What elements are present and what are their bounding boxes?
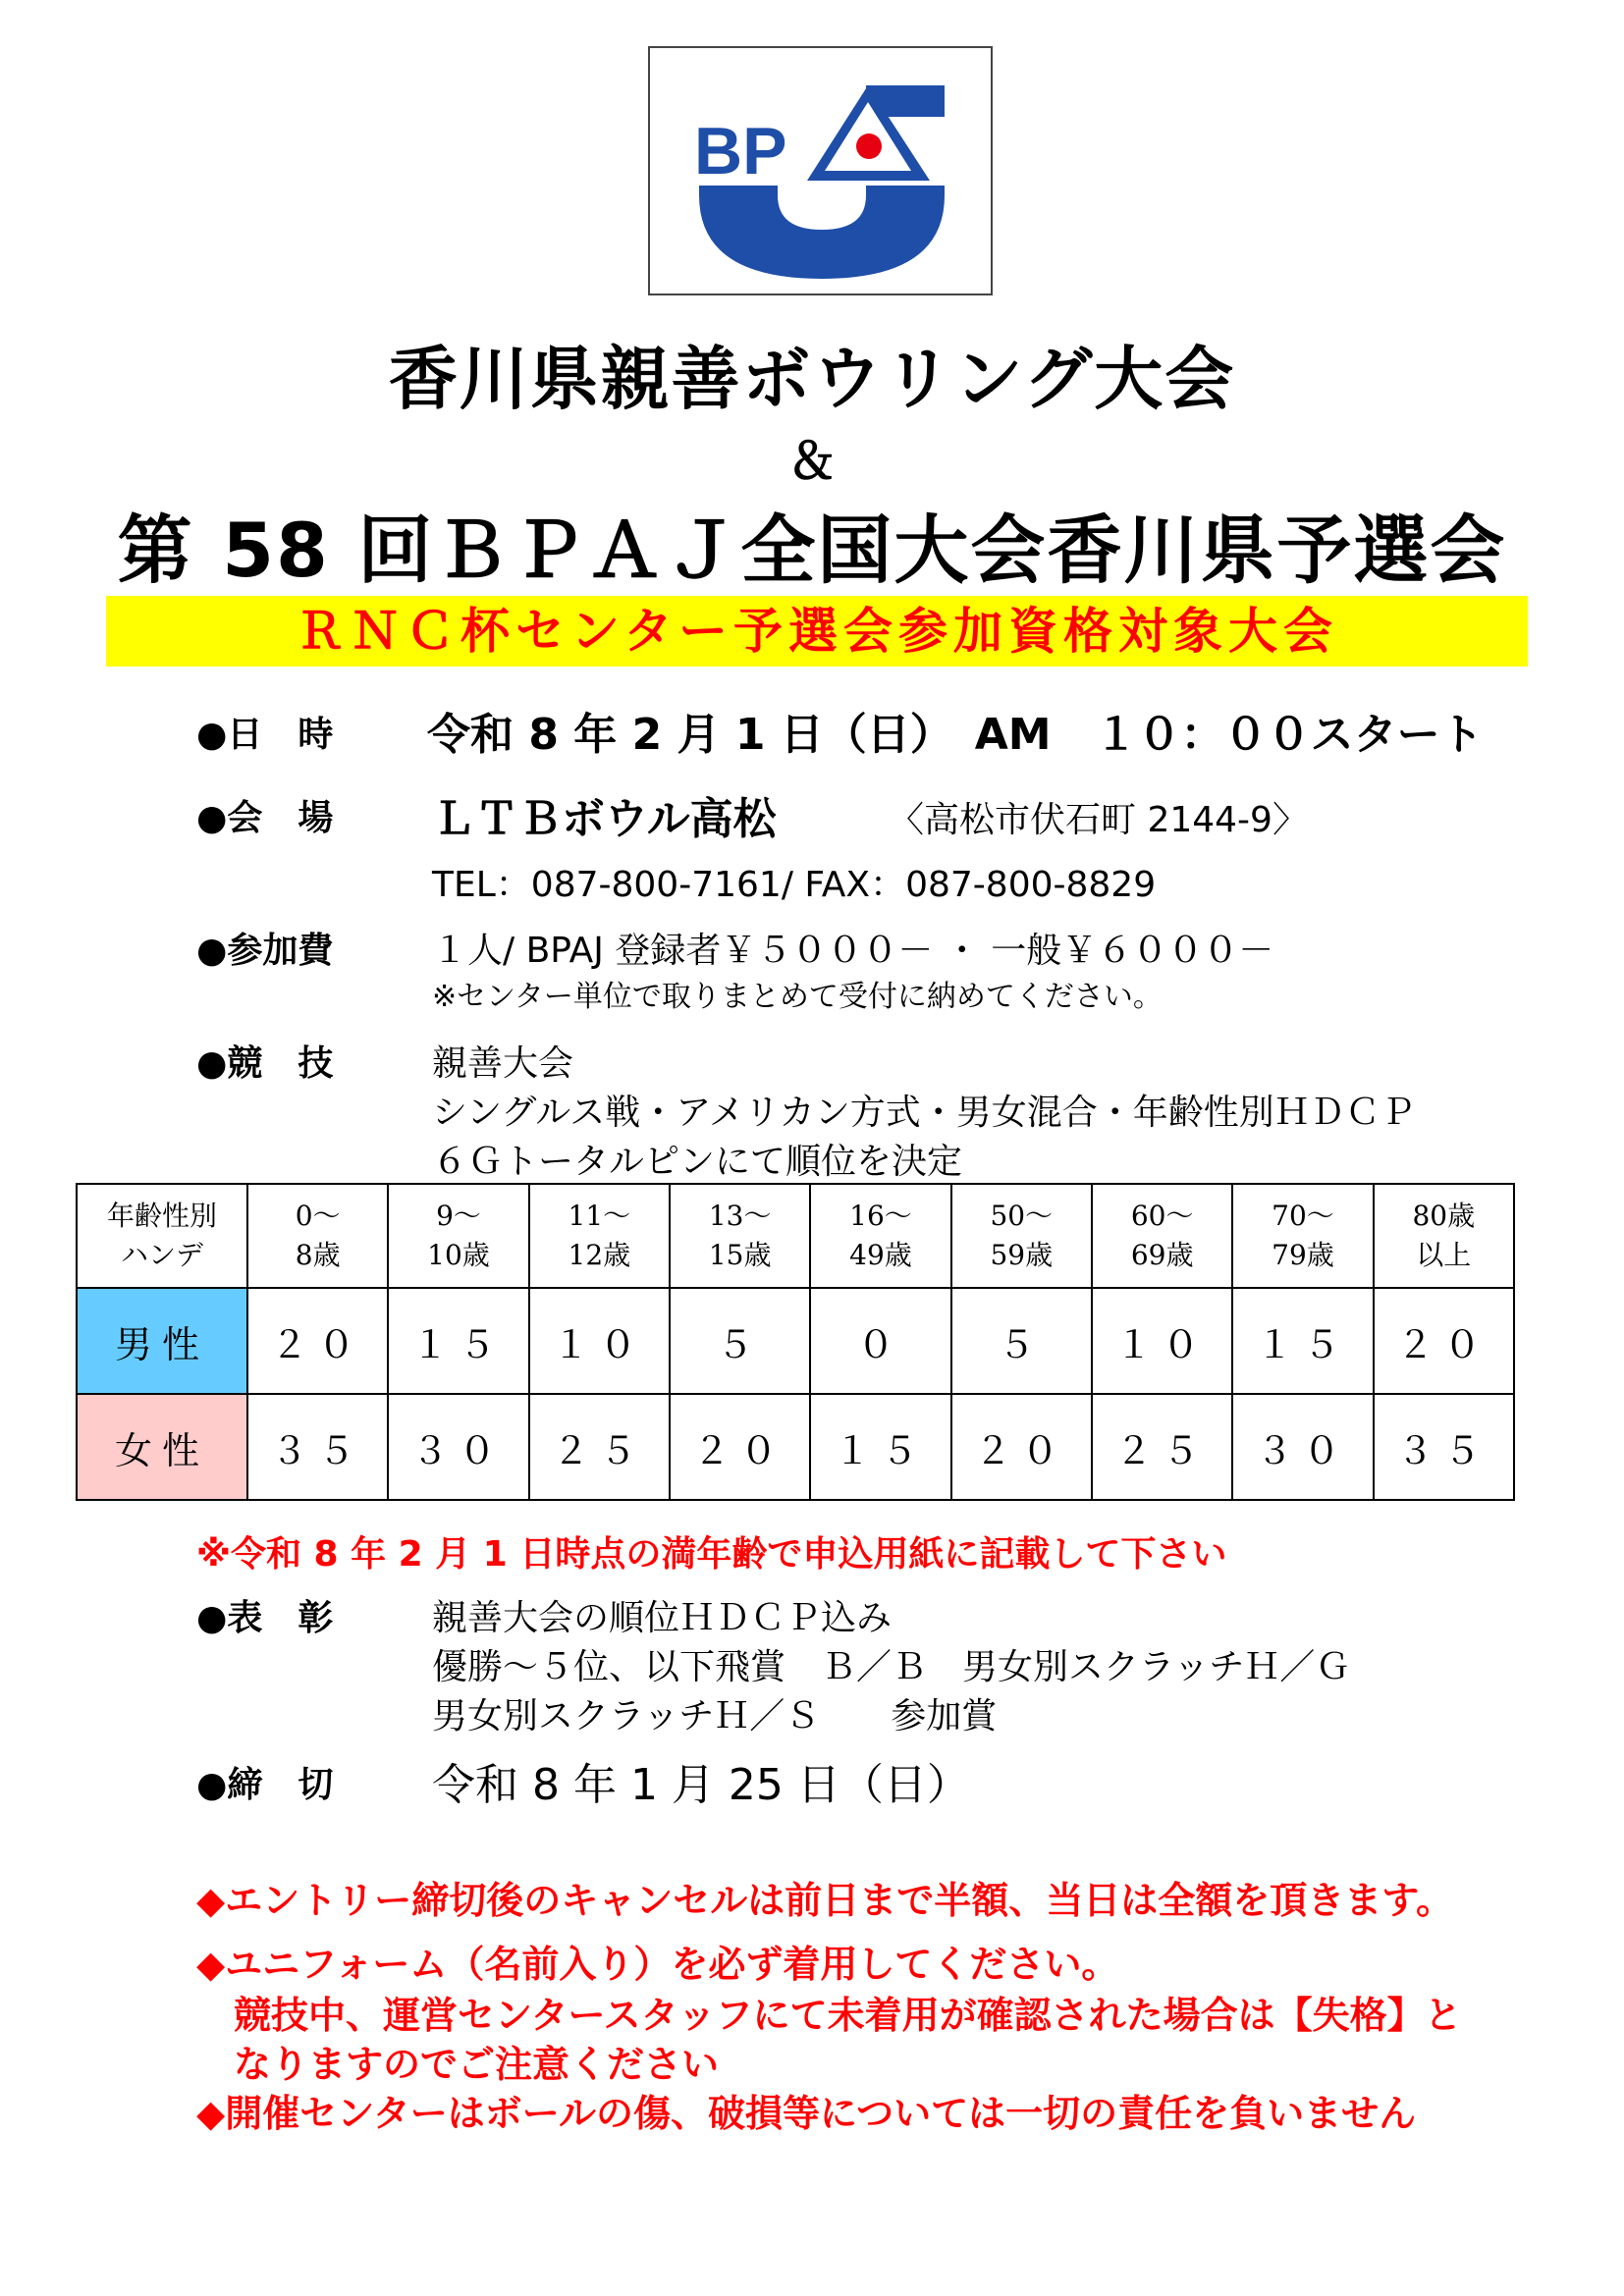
age-to: 79歳	[1272, 1239, 1334, 1271]
venue-address: 〈高松市伏石町 2144-9〉	[889, 800, 1308, 840]
banner-text: ＲＮＣ杯センター予選会参加資格対象大会	[296, 603, 1338, 660]
warning-uniform-detail2: なりますのでご注意ください	[234, 2043, 720, 2086]
female-row	[77, 1394, 1514, 1500]
competition-line3: ６Ｇトータルピンにて順位を決定	[432, 1142, 963, 1182]
warning-uniform: ◆ユニフォーム（名前入り）を必ず着用してください。	[196, 1943, 1119, 1986]
age-note: ※令和 8 年 2 月 1 日時点の満年齢で申込用紙に記載して下さい	[196, 1534, 1227, 1575]
age-group-7	[1232, 1184, 1373, 1288]
age-from: 60～	[1130, 1200, 1194, 1232]
male-hdcp-3: ５	[670, 1288, 810, 1394]
ampersand: ＆	[787, 433, 837, 490]
fee-label: ●参加費	[196, 931, 334, 971]
female-label: 女性	[77, 1394, 247, 1500]
handicap-header-row	[77, 1184, 1514, 1288]
venue-name: ＬＴＢボウル高松	[432, 794, 777, 844]
age-group-2	[529, 1184, 670, 1288]
awards-label: ●表 彰	[196, 1598, 334, 1638]
male-hdcp-7: １５	[1232, 1288, 1373, 1394]
svg-text:BP: BP	[694, 114, 787, 188]
bpaj-logo-graphic	[650, 48, 991, 294]
competition-label: ●競 技	[196, 1043, 334, 1084]
warning-cancel: ◆エントリー締切後のキャンセルは前日まで半額、当日は全額を頂きます。	[196, 1879, 1454, 1922]
corner-line2: ハンデ	[120, 1239, 203, 1271]
age-from: 11～	[568, 1200, 631, 1232]
age-from: 16～	[849, 1200, 912, 1232]
male-hdcp-0: ２０	[247, 1288, 388, 1394]
female-hdcp-1: ３０	[388, 1394, 528, 1500]
age-to: 10歳	[427, 1239, 490, 1271]
male-hdcp-2: １０	[529, 1288, 670, 1394]
age-from: 80歳	[1412, 1200, 1476, 1232]
age-to: 15歳	[708, 1239, 772, 1271]
qualification-banner	[106, 596, 1528, 667]
female-hdcp-7: ３０	[1232, 1394, 1373, 1500]
age-group-8	[1374, 1184, 1514, 1288]
age-group-6	[1092, 1184, 1232, 1288]
awards-line3: 男女別スクラッチＨ／Ｓ 参加賞	[432, 1696, 998, 1736]
female-hdcp-3: ２０	[670, 1394, 810, 1500]
deadline-value: 令和 8 年 1 月 25 日（日）	[432, 1760, 970, 1810]
male-hdcp-4: ０	[810, 1288, 950, 1394]
age-from: 70～	[1272, 1200, 1334, 1232]
handicap-table	[76, 1183, 1515, 1501]
female-hdcp-0: ３５	[247, 1394, 388, 1500]
corner-line1: 年齢性別	[106, 1200, 217, 1232]
bpaj-logo	[648, 46, 993, 295]
female-hdcp-5: ２０	[951, 1394, 1092, 1500]
age-group-4	[810, 1184, 950, 1288]
awards-line2: 優勝～５位、以下飛賞 Ｂ／Ｂ 男女別スクラッチＨ／Ｇ	[432, 1647, 1351, 1687]
age-to: 59歳	[990, 1239, 1054, 1271]
table-corner	[77, 1184, 247, 1288]
age-to: 以上	[1416, 1239, 1472, 1271]
female-hdcp-2: ２５	[529, 1394, 670, 1500]
fee-value: １人/ BPAJ 登録者￥５０００－ ・ 一般￥６０００－	[432, 931, 1274, 971]
fee-note: ※センター単位で取りまとめて受付に納めてください。	[432, 980, 1163, 1014]
age-from: 13～	[708, 1200, 772, 1232]
age-from: 0～	[295, 1200, 341, 1232]
competition-line2: シングルス戦・アメリカン方式・男女混合・年齢性別ＨＤＣＰ	[432, 1093, 1416, 1133]
event-title: 香川県親善ボウリング大会	[388, 339, 1236, 419]
female-hdcp-8: ３５	[1374, 1394, 1514, 1500]
venue-label: ●会 場	[196, 798, 334, 838]
datetime-value: 令和 8 年 2 月 1 日（日） AM １０：００スタート	[427, 710, 1484, 760]
deadline-label: ●締 切	[196, 1765, 334, 1805]
male-row	[77, 1288, 1514, 1394]
age-to: 8歳	[295, 1239, 341, 1271]
male-hdcp-8: ２０	[1374, 1288, 1514, 1394]
age-group-0	[247, 1184, 388, 1288]
age-to: 69歳	[1130, 1239, 1194, 1271]
male-hdcp-5: ５	[951, 1288, 1092, 1394]
venue-phone: TEL：087-800-7161/ FAX：087-800-8829	[432, 865, 1157, 905]
age-to: 12歳	[568, 1239, 631, 1271]
female-hdcp-6: ２５	[1092, 1394, 1232, 1500]
age-group-5	[951, 1184, 1092, 1288]
warning-liability: ◆開催センターはボールの傷、破損等については一切の責任を負いません	[196, 2092, 1417, 2135]
male-label: 男性	[77, 1288, 247, 1394]
competition-line1: 親善大会	[432, 1043, 574, 1084]
warning-uniform-detail: 競技中、運営センタースタッフにて未着用が確認された場合は【失格】と	[234, 1994, 1462, 2037]
age-from: 9～	[436, 1200, 481, 1232]
awards-line1: 親善大会の順位ＨＤＣＰ込み	[432, 1598, 893, 1638]
age-from: 50～	[990, 1200, 1054, 1232]
female-hdcp-4: １５	[810, 1394, 950, 1500]
event-subtitle: 第 58 回ＢＰＡＪ全国大会香川県予選会	[117, 507, 1507, 594]
age-group-1	[388, 1184, 528, 1288]
age-group-3	[670, 1184, 810, 1288]
male-hdcp-1: １５	[388, 1288, 528, 1394]
male-hdcp-6: １０	[1092, 1288, 1232, 1394]
datetime-label: ●日 時	[196, 715, 334, 755]
age-to: 49歳	[849, 1239, 912, 1271]
